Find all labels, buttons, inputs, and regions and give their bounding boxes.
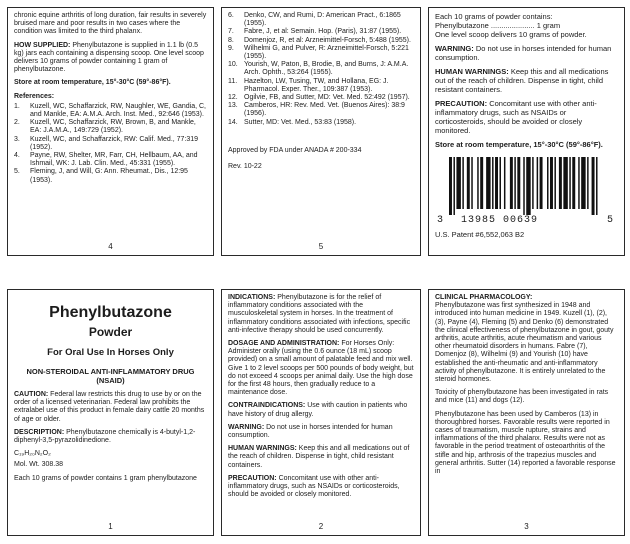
reference-text: Sutter, MD: Vet. Med., 53:83 (1958). xyxy=(244,118,357,126)
contents-line: Phenylbutazone ..................... 1 gram xyxy=(435,21,561,30)
precaution-body: Concomitant use with other anti-inflammatory drugs, such as NSAIDs or corticosteroids, should be avoided or closely monitored. xyxy=(228,474,400,499)
page-number: 3 xyxy=(524,522,529,531)
label-panel-2 xyxy=(221,289,421,536)
barcode-bar xyxy=(596,157,597,215)
reference-text: Domenjoz, R, et al: Arzneimittel-Forsch, 5:488 (1955). xyxy=(244,36,411,44)
references-heading-text: References: xyxy=(14,92,55,100)
indications xyxy=(228,294,414,335)
description xyxy=(14,429,207,445)
product-use: For Oral Use In Horses Only xyxy=(47,347,174,358)
reference-item xyxy=(14,152,207,168)
dosage-body: For Horses Only: Administer orally (using the 0.6 ounce (18 mL) scoop provided) on a small amount of palatable feed and mix well. Give 1 to 2 level scoops per 500 pounds of body weight, but do not exceed 4 scoops per animal daily. Use the high dose for the first 48 hours, then gradually reduce to a maintenance dose. xyxy=(228,340,414,397)
barcode-bar xyxy=(456,157,460,209)
page-number: 1 xyxy=(108,522,113,531)
barcode-bar xyxy=(510,157,513,209)
drug-class: NON-STEROIDAL ANTI-INFLAMMATORY DRUG (NSAID) xyxy=(26,367,195,385)
reference-item xyxy=(228,61,414,77)
reference-text: Payne, RW, Shelter, MR, Farr, CH, Hellbaum, AA, and Ishmail, WK: J. Lab. Clin. Med., 45:331 (1955). xyxy=(30,152,198,168)
dosage xyxy=(228,340,414,397)
barcode-bar xyxy=(471,157,472,209)
barcode-bar xyxy=(578,157,579,209)
barcode-bar xyxy=(449,157,452,215)
reference-item xyxy=(14,168,207,184)
human-warnings-body: Keep this and all medications out of the reach of children. Dispense in tight, child resistant containers. xyxy=(435,67,609,94)
label-panel-4 xyxy=(7,7,214,256)
barcode-bar xyxy=(592,157,595,215)
fda-approval: Approved by FDA under ANADA # 200-334 xyxy=(228,146,362,154)
contents-statement: Each 10 grams of powder contains 1 gram phenylbutazone xyxy=(14,474,197,482)
barcode-bar xyxy=(514,157,515,209)
reference-text: Ogilvie, FB, and Sutter, MD: Vet. Med. 52:492 (1957). xyxy=(244,94,410,102)
reference-item xyxy=(14,103,207,119)
contraindications-body: Use with caution in patients who have history of drug allergy. xyxy=(228,402,408,418)
reference-number: 1. xyxy=(14,102,20,110)
warning-body: Do not use in horses intended for human consumption. xyxy=(228,423,393,440)
page-number: 5 xyxy=(318,242,324,251)
page-number: 4 xyxy=(108,242,113,251)
reference-item xyxy=(228,102,414,118)
barcode-bar xyxy=(495,157,498,209)
reference-text: Kuzell, WC, Schaffarzick, RW, Naughler, WE, Gandia, C, and Mankle, EA: A.M.A. Arch. Inst. Med., 92:646 (1953). xyxy=(30,102,206,119)
barcode-block xyxy=(435,157,618,231)
molecular-weight: Mol. Wt. 308.38 xyxy=(14,461,64,469)
reference-text: Camberos, HR: Rev. Med. Vet. (Buenos Aires): 38:9 (1956). xyxy=(244,102,405,118)
storage-statement: Store at room temperature, 15°-30°C (59°-86°F). xyxy=(435,140,603,149)
barcode-digit-right: 5 xyxy=(607,215,614,226)
label-panel-1 xyxy=(7,289,214,536)
barcode-bar xyxy=(480,157,483,209)
storage-text xyxy=(14,79,207,87)
barcode-bar xyxy=(467,157,470,209)
reference-text: Wilhelmi G, and Pulver, R: Arzneimittel-Forsch, 5:221 (1955). xyxy=(244,44,409,61)
warning-heading: WARNING: xyxy=(435,44,474,53)
reference-number: 6. xyxy=(228,12,234,19)
reference-text: Denko, CW, and Rumi, D: American Pract., 6:1865 (1955). xyxy=(244,12,401,28)
caution-heading: CAUTION: xyxy=(14,391,49,398)
reference-text: Kuzell, WC, Schaffarzick, RW, Brown, B, and Mankle, EA: J.A.M.A., 149:729 (1952). xyxy=(30,119,196,135)
reference-text: Hazelton, LW, Tusing, TW, and Hollana, EG: J. Pharmacol. Exper. Ther., 109:387 (1953). xyxy=(244,77,389,93)
contraindications xyxy=(228,402,414,418)
revision: Rev. 10-22 xyxy=(228,163,262,171)
warning-heading: WARNING: xyxy=(228,423,265,431)
barcode-bar xyxy=(492,157,493,209)
dosage-heading: DOSAGE AND ADMINISTRATION: xyxy=(228,340,340,348)
scoop-line: One level scoop delivers 10 grams of powder. xyxy=(435,30,587,39)
barcode-digit-left: 3 xyxy=(437,215,444,226)
storage-text xyxy=(435,140,618,149)
indications-heading: INDICATIONS: xyxy=(228,294,276,301)
toxicity-text: Toxicity of phenylbutazone has been investigated in rats and mice (11) and dogs (12). xyxy=(435,389,609,405)
warning xyxy=(228,424,414,440)
human-warnings-heading: HUMAN WARNINGS: xyxy=(435,67,509,76)
clinical-pharmacology-heading-text: CLINICAL PHARMACOLOGY: xyxy=(435,294,533,301)
barcode-bar xyxy=(462,157,463,209)
contents-heading: Each 10 grams of powder contains: xyxy=(435,12,553,21)
reference-text: Yourish, W, Paton, B, Brodie, B, and Burns, J: A.M.A. Arch. Ophth., 53:264 (1955). xyxy=(244,61,409,77)
human-warnings-body: Keep this and all medications out of the reach of children. Dispense in tight, child resistant containers. xyxy=(228,445,410,469)
barcode-bar xyxy=(486,157,490,209)
reference-number: 3. xyxy=(14,135,20,143)
warning-body: Do not use in horses intended for human consumption. xyxy=(435,44,612,62)
how-supplied-heading: HOW SUPPLIED: xyxy=(14,41,71,49)
reference-item xyxy=(228,45,414,61)
barcode-bar xyxy=(526,157,530,215)
label-panel-6 xyxy=(428,7,625,256)
reference-item xyxy=(228,94,414,102)
storage-statement: Store at room temperature, 15°-30°C (59°-86°F). xyxy=(14,79,171,87)
barcode-bar xyxy=(563,157,567,209)
description-heading: DESCRIPTION: xyxy=(14,428,65,436)
contraindications-heading: CONTRAINDICATIONS: xyxy=(228,402,306,410)
reference-number: 2. xyxy=(14,119,20,127)
reference-number: 8. xyxy=(228,36,234,44)
barcode-bar xyxy=(547,157,548,209)
indications-body: Phenylbutazone is for the relief of inflammatory conditions associated with the musculoskeletal system in horses. In the treatment of inflammatory conditions associated with infections, specific anti-infective therapy should be used concurrently. xyxy=(228,294,411,334)
barcode-digits: 13985 00639 xyxy=(461,215,539,226)
product-name: Phenylbutazone xyxy=(49,304,172,321)
human-warnings-heading: HUMAN WARNINGS: xyxy=(228,445,297,453)
reference-text: Fabre, J, et al: Semain. Hop. (Paris), 31:87 (1955). xyxy=(244,28,402,36)
reference-number: 13. xyxy=(228,102,238,110)
references-list-a xyxy=(14,103,207,185)
intro-text: chronic equine arthritis of long duration, fair results in severely bruised mare and poor results in two cases where the condition was limited to the third phalanx. xyxy=(14,12,207,36)
reference-item xyxy=(228,12,414,28)
references-list-b xyxy=(228,12,414,127)
barcode-bar xyxy=(504,157,505,209)
barcode-bar xyxy=(517,157,520,209)
reference-number: 7. xyxy=(228,28,234,36)
reference-item xyxy=(14,119,207,135)
product-form: Powder xyxy=(88,325,133,339)
human-warnings xyxy=(228,445,414,470)
reference-item xyxy=(228,28,414,36)
patent-number: U.S. Patent #6,552,063 B2 xyxy=(435,230,525,239)
reference-number: 12. xyxy=(228,94,238,102)
barcode-bar xyxy=(523,157,524,215)
label-panel-5 xyxy=(221,7,421,256)
barcode-icon xyxy=(449,157,599,215)
reference-item xyxy=(228,37,414,45)
barcode-bar xyxy=(537,157,538,209)
barcode-bar xyxy=(581,157,585,209)
reference-number: 10. xyxy=(228,61,238,69)
barcode-bar xyxy=(569,157,570,209)
reference-number: 5. xyxy=(14,168,20,176)
barcode-bar xyxy=(559,157,562,209)
reference-number: 9. xyxy=(228,44,234,52)
precaution xyxy=(228,475,414,500)
precaution-body: Concomitant use with other anti-inflammatory drugs, such as NSAIDs or corticosteroids, should be avoided or closely monitored. xyxy=(435,99,597,135)
barcode-bar xyxy=(554,157,555,209)
barcode-bar xyxy=(572,157,575,209)
description-body: Phenylbutazone chemically is 4-butyl-1,2-diphenyl-3,5-pyrazolidinedione. xyxy=(14,428,196,445)
clinical-pharmacology-heading xyxy=(435,294,618,302)
warning xyxy=(435,44,618,62)
precaution xyxy=(435,99,618,135)
precaution-heading: PRECAUTION: xyxy=(435,99,488,108)
label-panel-3 xyxy=(428,289,625,536)
reference-item xyxy=(228,78,414,94)
barcode-bar xyxy=(500,157,501,209)
how-supplied xyxy=(14,42,207,75)
equine-use-text: Phenylbutazone has been used by Camberos (13) in thoroughbred horses. Favorable results were reported in cases of traumatism, muscle rupture, strains and inflammations of the third phalanx. Results were not as favorable in the period treatment of osteoarthritis of the stifle and hip, arthrosis of the trapezius muscles and general arthritis. Sutter (14) reported a favorable response in xyxy=(435,410,616,476)
human-warnings xyxy=(435,67,618,94)
references-heading xyxy=(14,93,207,101)
page-number: 2 xyxy=(318,522,324,531)
reference-number: 4. xyxy=(14,152,20,160)
clinical-pharmacology-body: Phenylbutazone was first synthesized in 1948 and introduced into human medicine in 1949. Kuzell (1), (2), (3), Payne (4), Fleming (5) and Denko (6) demonstrated the clinical effectiveness of phenylbutazone in gout, gouty arthritis, acute arthritis, acute rheumatism and various other rheumatoid disorders in humans. Fabre (7), Domenjoz (8), Wilhelmi (9) and Yourish (10) have established the anti-rheumatic and anti-inflammatory activity of phenylbutazone. It is entirely unrelated to the steroid hormones. xyxy=(435,302,614,384)
barcode-bar xyxy=(453,157,454,215)
reference-number: 11. xyxy=(228,77,238,85)
reference-text: Fleming, J, and Will, G: Ann. Rheumat., Dis., 12:95 (1953). xyxy=(30,168,188,184)
reference-text: Kuzell, WC, and Schaffarzick, RW: Calif. Med., 77:319 (1952). xyxy=(30,135,199,151)
formula: C₁₉H₂₀N₂O₂ xyxy=(14,450,51,458)
barcode-bar xyxy=(587,157,588,209)
reference-number: 14. xyxy=(228,118,238,126)
caution xyxy=(14,391,207,424)
reference-item xyxy=(228,119,414,127)
barcode-bar xyxy=(540,157,543,209)
caution-body: Federal law restricts this drug to use by or on the order of a licensed veterinarian. Federal law prohibits the extralabel use of this product in female dairy cattle 20 months of age or older. xyxy=(14,391,205,423)
barcode-bar xyxy=(550,157,553,209)
how-supplied-body: Phenylbutazone is supplied in 1.1 lb (0.5 kg) jars each containing a dispensing scoop. One level scoop delivers 10 grams of powder containing 1 gram of phenylbutazone. xyxy=(14,41,204,74)
barcode-bar xyxy=(477,157,478,209)
barcode-bar xyxy=(532,157,533,209)
precaution-heading: PRECAUTION: xyxy=(228,474,277,482)
reference-item xyxy=(14,136,207,152)
